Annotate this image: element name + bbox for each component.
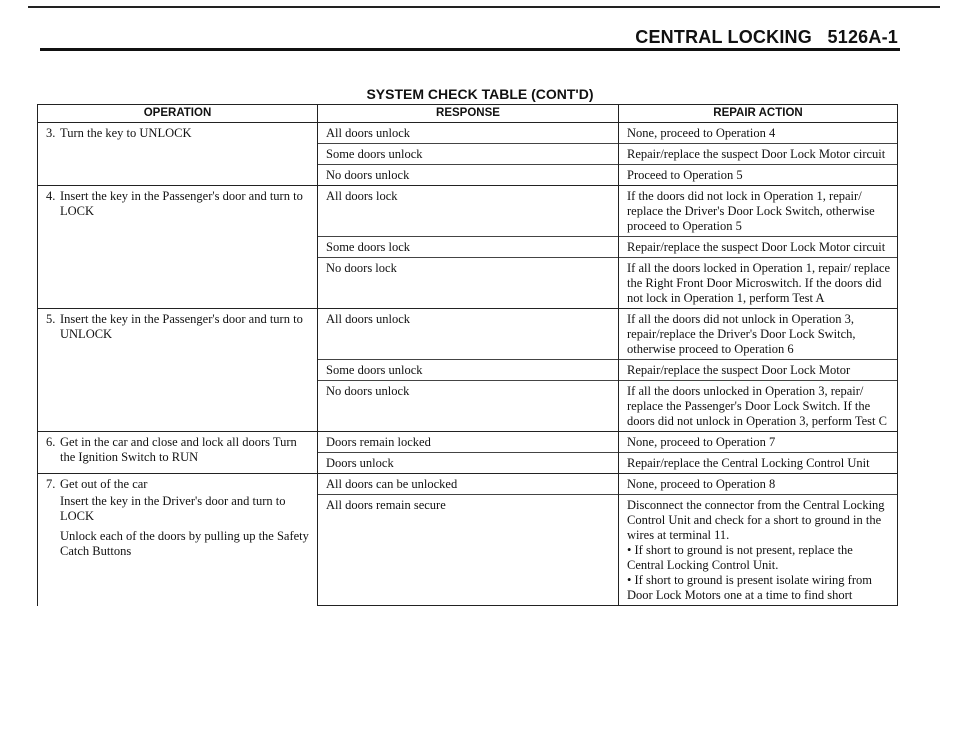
step-number: 7. xyxy=(46,477,56,491)
operation-cell xyxy=(38,186,318,309)
col-header-repair: REPAIR ACTION xyxy=(619,105,898,123)
operation-text: Insert the key in the Passenger's door and turn to UNLOCK xyxy=(60,312,303,341)
response-cell: Some doors unlock xyxy=(318,144,619,165)
system-check-table xyxy=(37,104,898,606)
operation-text: Insert the key in the Driver's door and turn to LOCK xyxy=(60,494,286,523)
repair-cell: None, proceed to Operation 8 xyxy=(619,474,898,495)
repair-bullet: • If short to ground is present isolate wiring from Door Lock Motors one at a time to find short xyxy=(627,573,872,602)
step-number: 3. xyxy=(46,126,56,140)
response-cell: All doors can be unlocked xyxy=(318,474,619,495)
repair-cell: Repair/replace the suspect Door Lock Motor circuit xyxy=(619,144,898,165)
operation-text: Insert the key in the Passenger's door and turn to LOCK xyxy=(60,189,303,218)
repair-cell: If all the doors locked in Operation 1, repair/ replace the Right Front Door Microswitch. If the doors did not lock in Operation 1, perform Test A xyxy=(619,258,898,309)
repair-cell: Proceed to Operation 5 xyxy=(619,165,898,186)
repair-cell xyxy=(619,495,898,606)
repair-cell: If the doors did not lock in Operation 1, repair/ replace the Driver's Door Lock Switch, otherwise proceed to Operation 5 xyxy=(619,186,898,237)
repair-cell: None, proceed to Operation 7 xyxy=(619,432,898,453)
repair-bullet: • If short to ground is not present, replace the Central Locking Control Unit. xyxy=(627,543,853,572)
operation-cell xyxy=(38,432,318,474)
step-number: 4. xyxy=(46,189,56,203)
operation-text: Unlock each of the doors by pulling up the Safety Catch Buttons xyxy=(60,529,309,558)
table-title: SYSTEM CHECK TABLE (CONT'D) xyxy=(366,86,594,102)
repair-cell: None, proceed to Operation 4 xyxy=(619,123,898,144)
response-cell: All doors lock xyxy=(318,186,619,237)
top-rule xyxy=(28,6,940,8)
table-row xyxy=(38,123,898,144)
table-row xyxy=(38,186,898,237)
step-number: 5. xyxy=(46,312,56,326)
step-number: 6. xyxy=(46,435,56,449)
repair-cell: Repair/replace the suspect Door Lock Motor circuit xyxy=(619,237,898,258)
operation-cell xyxy=(38,309,318,432)
response-cell: No doors unlock xyxy=(318,165,619,186)
header-rule xyxy=(40,48,900,51)
operation-text: Get out of the car xyxy=(60,477,148,491)
repair-cell: If all the doors unlocked in Operation 3, repair/ replace the Passenger's Door Lock Switch. If the doors did not unlock in Operation 3, perform Test C xyxy=(619,381,898,432)
response-cell: Doors unlock xyxy=(318,453,619,474)
response-cell: No doors unlock xyxy=(318,381,619,432)
repair-cell: Repair/replace the suspect Door Lock Motor xyxy=(619,360,898,381)
repair-text: Disconnect the connector from the Central Locking Control Unit and check for a short to ground in the wires at terminal 11. xyxy=(627,498,885,542)
response-cell: Some doors lock xyxy=(318,237,619,258)
col-header-response: RESPONSE xyxy=(318,105,619,123)
page-number: 5126A-1 xyxy=(827,27,898,47)
col-header-operation: OPERATION xyxy=(38,105,318,123)
table-row xyxy=(38,432,898,453)
section-title: CENTRAL LOCKING xyxy=(635,27,812,47)
response-cell: All doors remain secure xyxy=(318,495,619,606)
repair-cell: If all the doors did not unlock in Operation 3, repair/replace the Driver's Door Lock Switch, otherwise proceed to Operation 6 xyxy=(619,309,898,360)
response-cell: Some doors unlock xyxy=(318,360,619,381)
repair-cell: Repair/replace the Central Locking Control Unit xyxy=(619,453,898,474)
response-cell: All doors unlock xyxy=(318,309,619,360)
operation-cell xyxy=(38,123,318,186)
table-header-row xyxy=(38,105,898,123)
operation-cell xyxy=(38,474,318,606)
response-cell: Doors remain locked xyxy=(318,432,619,453)
table-row xyxy=(38,309,898,360)
response-cell: No doors lock xyxy=(318,258,619,309)
table-row xyxy=(38,474,898,495)
operation-text: Get in the car and close and lock all doors Turn the Ignition Switch to RUN xyxy=(60,435,297,464)
response-cell: All doors unlock xyxy=(318,123,619,144)
page-header xyxy=(635,27,898,48)
operation-text: Turn the key to UNLOCK xyxy=(60,126,192,140)
